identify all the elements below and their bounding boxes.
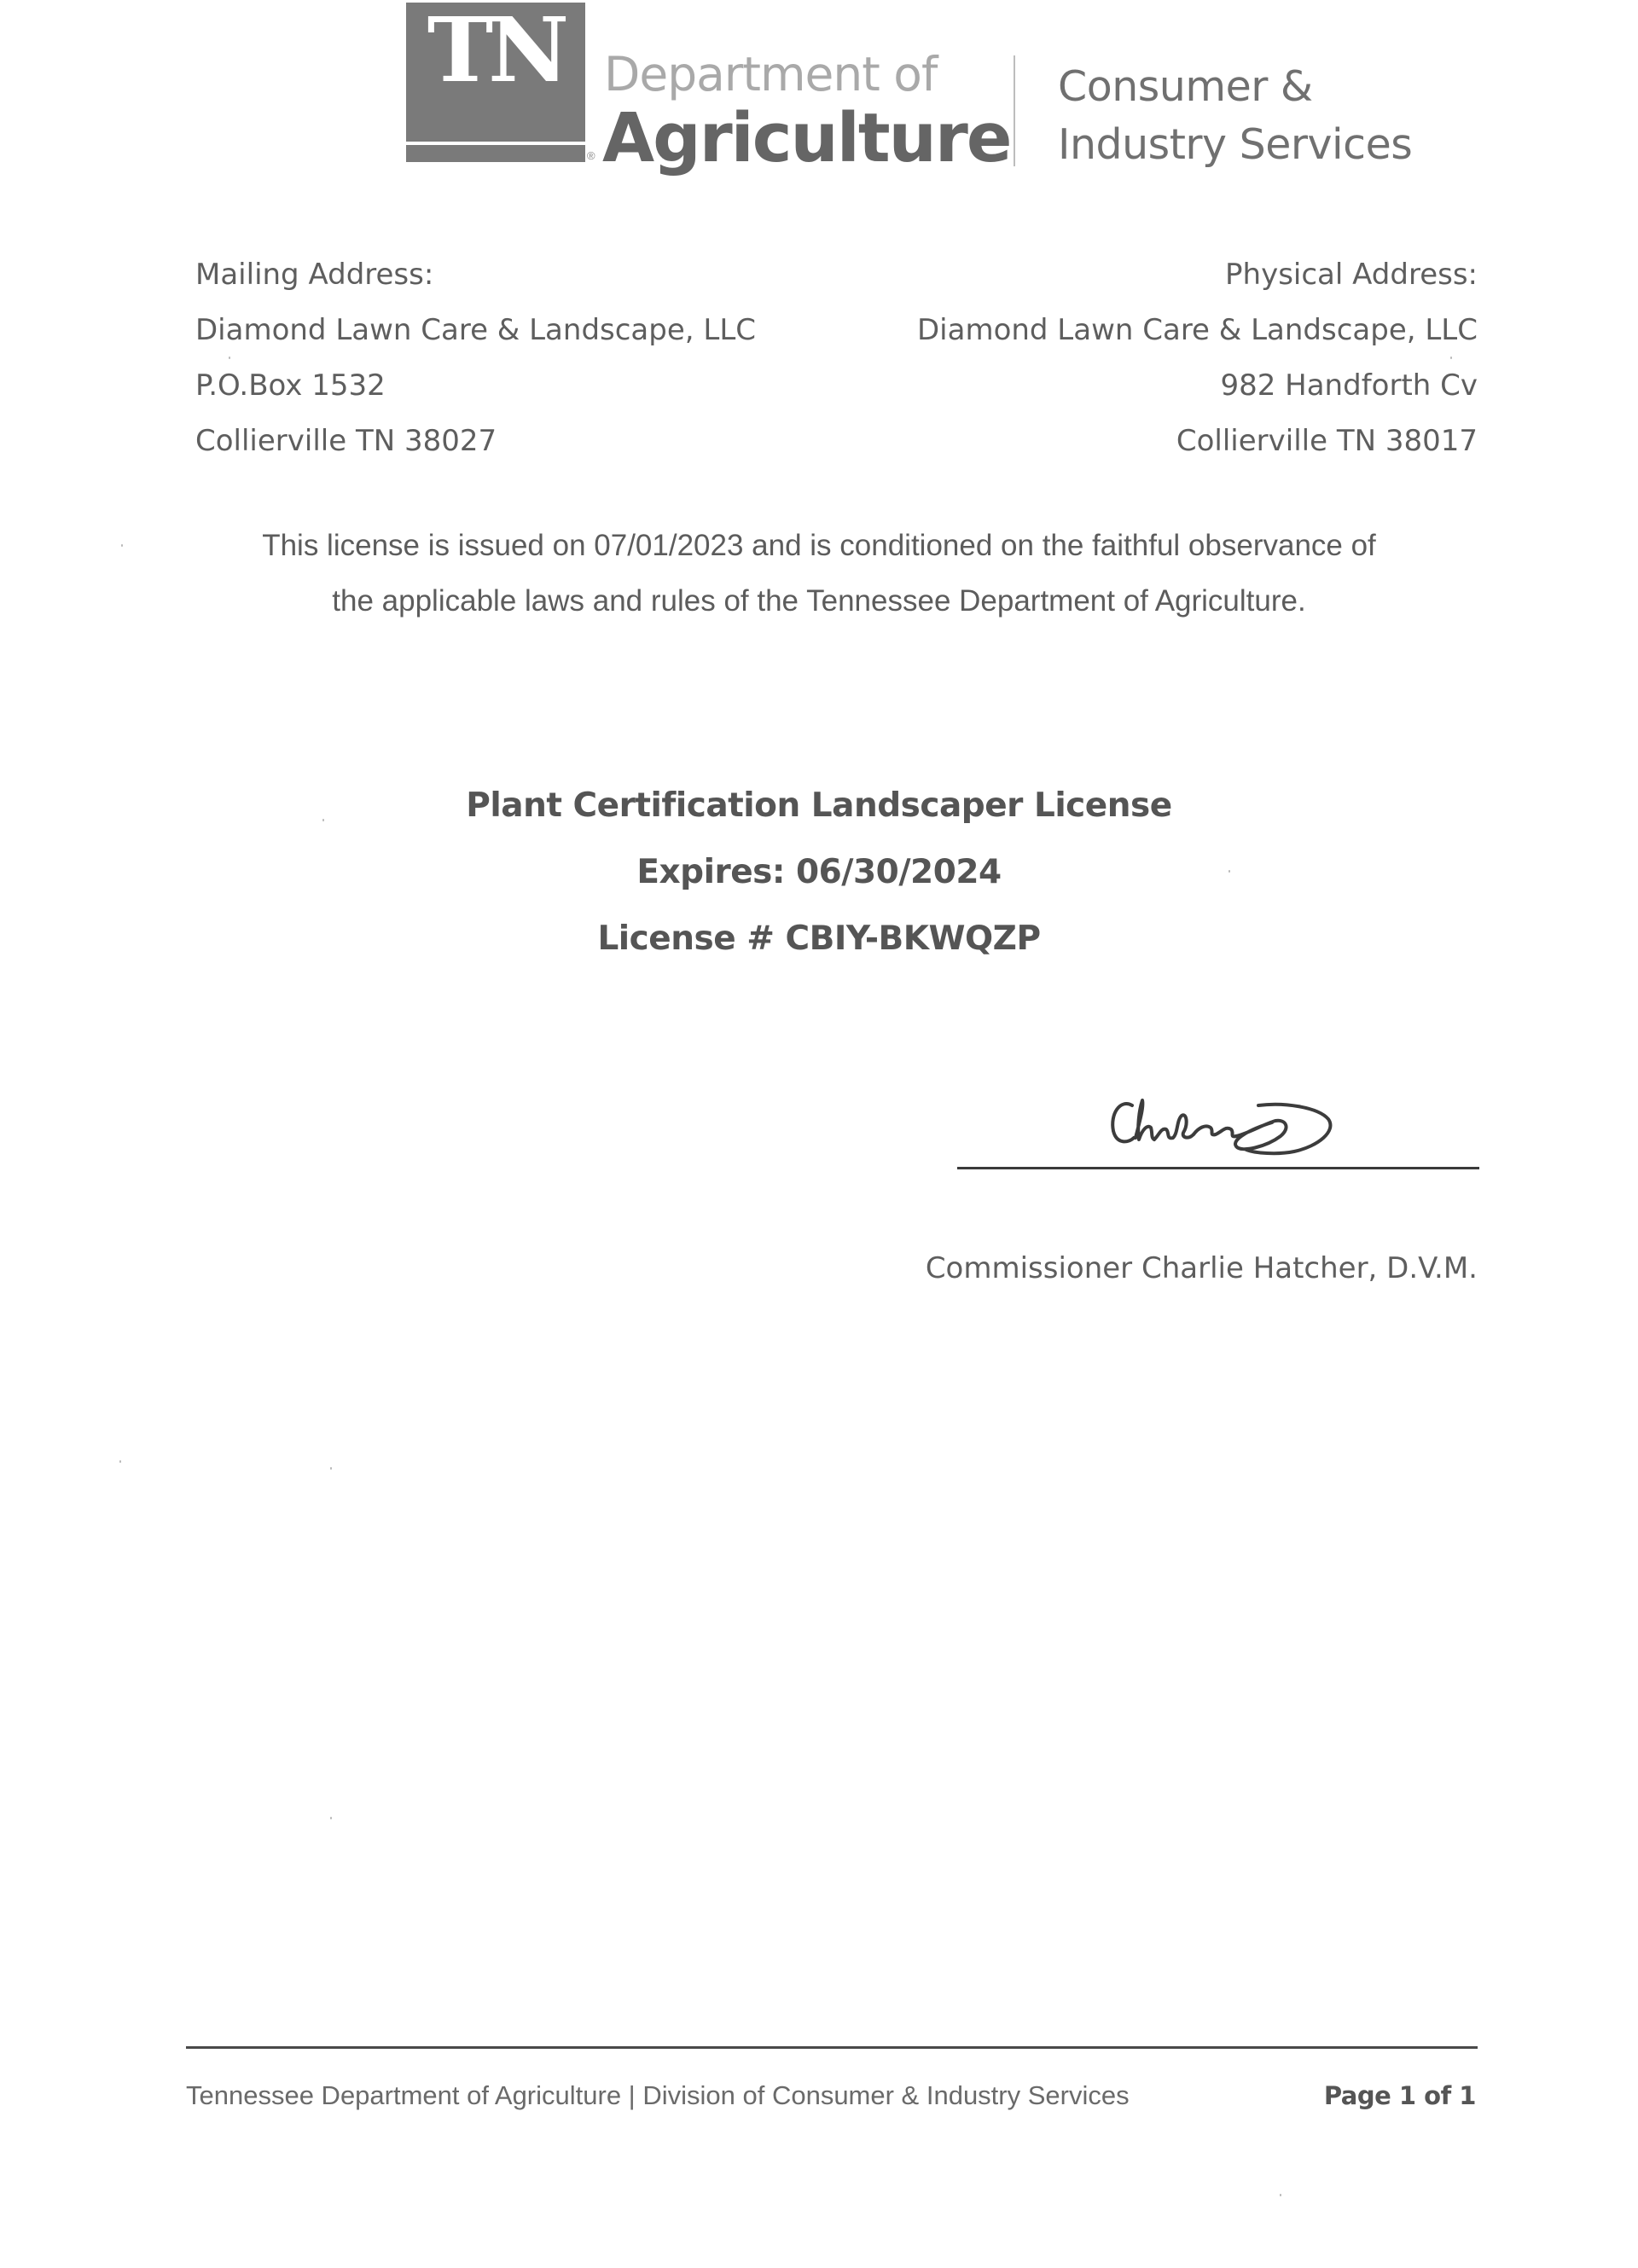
logo-department-of: Department of [604,47,938,102]
license-info [0,773,1638,972]
signature-icon [1105,1090,1361,1167]
mailing-address-label: Mailing Address: [195,258,434,292]
issuance-statement [0,518,1638,629]
page-indicator: Page 1 of 1 [1323,2081,1476,2110]
scan-speck [229,357,230,359]
scan-speck [121,544,123,547]
registered-mark-icon: ® [587,149,595,162]
footer-divider [186,2046,1478,2049]
tn-logo-letters: TN [427,0,565,102]
division-name [1058,58,1412,174]
scan-speck [1450,357,1452,359]
scan-speck [1280,2194,1281,2196]
division-line-1: Consumer & [1058,62,1313,111]
physical-address-label: Physical Address: [1225,258,1478,292]
header-divider [1014,55,1015,166]
mailing-address-name: Diamond Lawn Care & Landscape, LLC [195,313,757,347]
scan-speck [330,1817,332,1819]
scan-speck [330,1467,332,1470]
physical-address-name: Diamond Lawn Care & Landscape, LLC [916,313,1478,347]
physical-address-city: Collierville TN 38017 [1176,424,1478,458]
mailing-address-city: Collierville TN 38027 [195,424,497,458]
signature-line [957,1167,1479,1169]
scan-speck [119,1460,121,1463]
statement-line-1: This license is issued on 07/01/2023 and is conditioned on the faithful observance of [262,529,1376,562]
logo-agriculture: Agriculture [602,99,1011,177]
scan-speck [322,819,324,821]
license-number: License # CBIY-BKWQZP [597,919,1041,958]
scan-speck [1228,870,1230,873]
signer-name: Commissioner Charlie Hatcher, D.V.M. [925,1251,1478,1285]
license-title: Plant Certification Landscaper License [466,786,1172,825]
tn-logo-bar [406,145,585,162]
statement-line-2: the applicable laws and rules of the Tennessee Department of Agriculture. [332,584,1306,618]
license-expiration: Expires: 06/30/2024 [636,853,1002,891]
physical-address-block [917,247,1478,469]
mailing-address-block [195,247,756,469]
physical-address-street: 982 Handforth Cv [1220,368,1478,403]
division-line-2: Industry Services [1058,120,1413,169]
mailing-address-street: P.O.Box 1532 [195,368,386,403]
footer-organization: Tennessee Department of Agriculture | Division of Consumer & Industry Services [186,2080,1130,2110]
